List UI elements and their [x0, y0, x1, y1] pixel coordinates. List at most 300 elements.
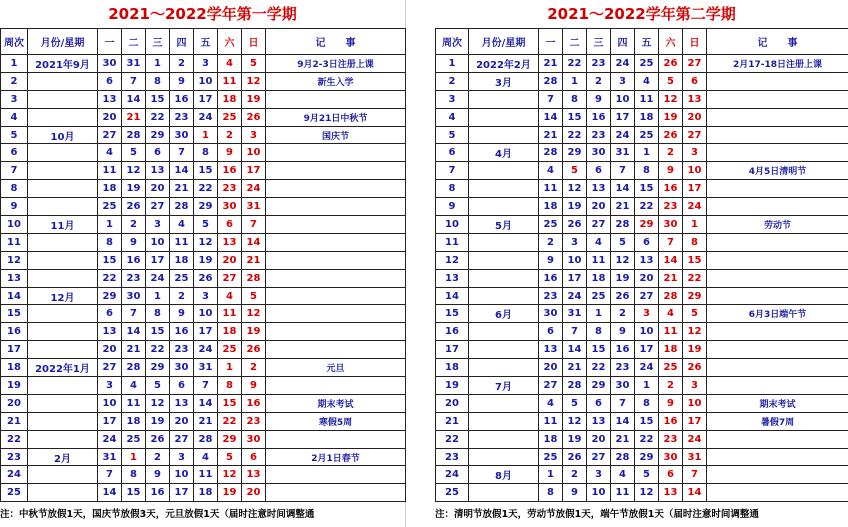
- week-number-cell: 13: [436, 269, 469, 287]
- day-cell: 2: [170, 287, 194, 305]
- day-cell: 22: [98, 269, 122, 287]
- column-header: 日: [683, 29, 707, 55]
- day-cell: 17: [683, 180, 707, 198]
- column-header: 三: [587, 29, 611, 55]
- day-cell: 9: [587, 90, 611, 108]
- day-cell: 6: [539, 323, 563, 341]
- day-cell: 17: [170, 484, 194, 502]
- day-cell: 18: [194, 484, 218, 502]
- day-cell: 17: [146, 251, 170, 269]
- day-cell: 8: [122, 466, 146, 484]
- month-cell: [469, 90, 539, 108]
- event-note-cell: [266, 466, 406, 484]
- day-cell: 24: [146, 269, 170, 287]
- month-cell: 2022年1月: [28, 359, 98, 377]
- day-cell: 1: [194, 126, 218, 144]
- day-cell: 14: [683, 484, 707, 502]
- day-cell: 14: [242, 233, 266, 251]
- day-cell: 27: [587, 216, 611, 234]
- day-cell: 24: [683, 430, 707, 448]
- day-cell: 15: [587, 341, 611, 359]
- day-cell: 18: [218, 323, 242, 341]
- day-cell: 4: [587, 233, 611, 251]
- event-note-cell: [707, 269, 848, 287]
- day-cell: 24: [635, 359, 659, 377]
- day-cell: 18: [587, 269, 611, 287]
- event-note-cell: [707, 430, 848, 448]
- day-cell: 9: [170, 305, 194, 323]
- day-cell: 15: [218, 394, 242, 412]
- day-cell: 17: [194, 90, 218, 108]
- day-cell: 26: [563, 216, 587, 234]
- day-cell: 15: [98, 251, 122, 269]
- week-row: [436, 430, 848, 448]
- day-cell: 22: [146, 108, 170, 126]
- month-cell: 2月: [28, 448, 98, 466]
- week-number-cell: 19: [436, 377, 469, 395]
- day-cell: 25: [98, 198, 122, 216]
- day-cell: 30: [659, 448, 683, 466]
- day-cell: 14: [659, 251, 683, 269]
- day-cell: 4: [98, 144, 122, 162]
- day-cell: 16: [218, 162, 242, 180]
- day-cell: 14: [122, 90, 146, 108]
- week-row: [436, 216, 848, 234]
- day-cell: 13: [98, 323, 122, 341]
- day-cell: 2: [170, 55, 194, 73]
- event-note-cell: [707, 198, 848, 216]
- month-cell: [28, 198, 98, 216]
- day-cell: 22: [563, 55, 587, 73]
- event-note-cell: 期末考试: [266, 394, 406, 412]
- day-cell: 27: [539, 377, 563, 395]
- day-cell: 5: [683, 305, 707, 323]
- event-note-cell: [707, 233, 848, 251]
- day-cell: 4: [170, 216, 194, 234]
- day-cell: 13: [170, 394, 194, 412]
- week-number-cell: 21: [436, 412, 469, 430]
- day-cell: 3: [611, 72, 635, 90]
- event-note-cell: [707, 90, 848, 108]
- week-number-cell: 22: [436, 430, 469, 448]
- week-number-cell: 18: [1, 359, 28, 377]
- day-cell: 13: [683, 90, 707, 108]
- day-cell: 9: [659, 394, 683, 412]
- week-row: [1, 72, 406, 90]
- week-number-cell: 10: [436, 216, 469, 234]
- day-cell: 24: [98, 430, 122, 448]
- day-cell: 16: [659, 180, 683, 198]
- day-cell: 15: [146, 323, 170, 341]
- day-cell: 19: [122, 180, 146, 198]
- column-header: 二: [122, 29, 146, 55]
- day-cell: 21: [539, 55, 563, 73]
- day-cell: 19: [563, 430, 587, 448]
- day-cell: 20: [170, 412, 194, 430]
- day-cell: 12: [242, 305, 266, 323]
- day-cell: 30: [659, 216, 683, 234]
- week-number-cell: 23: [436, 448, 469, 466]
- day-cell: 21: [170, 180, 194, 198]
- day-cell: 22: [194, 180, 218, 198]
- week-row: [436, 198, 848, 216]
- day-cell: 27: [98, 359, 122, 377]
- day-cell: 6: [587, 162, 611, 180]
- day-cell: 6: [587, 394, 611, 412]
- month-cell: [28, 90, 98, 108]
- month-cell: 7月: [469, 377, 539, 395]
- event-note-cell: 新生入学: [266, 72, 406, 90]
- week-number-cell: 8: [436, 180, 469, 198]
- day-cell: 16: [539, 269, 563, 287]
- day-cell: 11: [194, 466, 218, 484]
- day-cell: 4: [611, 466, 635, 484]
- day-cell: 7: [611, 394, 635, 412]
- month-cell: [28, 251, 98, 269]
- day-cell: 15: [563, 108, 587, 126]
- day-cell: 28: [659, 287, 683, 305]
- day-cell: 7: [170, 144, 194, 162]
- day-cell: 3: [194, 55, 218, 73]
- day-cell: 23: [659, 198, 683, 216]
- day-cell: 30: [611, 377, 635, 395]
- month-cell: [469, 198, 539, 216]
- day-cell: 18: [539, 430, 563, 448]
- day-cell: 8: [635, 162, 659, 180]
- month-cell: [28, 484, 98, 502]
- day-cell: 11: [218, 72, 242, 90]
- month-cell: [469, 269, 539, 287]
- week-number-cell: 4: [1, 108, 28, 126]
- day-cell: 18: [218, 90, 242, 108]
- day-cell: 11: [587, 251, 611, 269]
- day-cell: 2: [611, 305, 635, 323]
- month-cell: [469, 359, 539, 377]
- event-note-cell: [707, 72, 848, 90]
- day-cell: 19: [659, 108, 683, 126]
- event-note-cell: [707, 341, 848, 359]
- day-cell: 2: [539, 233, 563, 251]
- month-cell: [28, 72, 98, 90]
- week-row: [1, 359, 406, 377]
- semester-2-table: [435, 28, 848, 502]
- day-cell: 26: [242, 341, 266, 359]
- day-cell: 24: [563, 287, 587, 305]
- day-cell: 8: [146, 72, 170, 90]
- day-cell: 31: [242, 198, 266, 216]
- month-cell: [28, 466, 98, 484]
- day-cell: 7: [539, 90, 563, 108]
- day-cell: 30: [170, 359, 194, 377]
- week-number-cell: 12: [1, 251, 28, 269]
- day-cell: 26: [659, 55, 683, 73]
- week-number-cell: 25: [436, 484, 469, 502]
- week-row: [1, 126, 406, 144]
- day-cell: 8: [194, 144, 218, 162]
- event-note-cell: [266, 484, 406, 502]
- day-cell: 25: [539, 448, 563, 466]
- day-cell: 6: [170, 377, 194, 395]
- week-number-cell: 14: [1, 287, 28, 305]
- day-cell: 27: [170, 430, 194, 448]
- day-cell: 22: [635, 198, 659, 216]
- day-cell: 13: [218, 233, 242, 251]
- month-cell: [28, 108, 98, 126]
- day-cell: 30: [170, 126, 194, 144]
- week-row: [1, 162, 406, 180]
- week-number-cell: 3: [1, 90, 28, 108]
- day-cell: 28: [539, 72, 563, 90]
- week-row: [1, 394, 406, 412]
- event-note-cell: [707, 126, 848, 144]
- month-cell: 10月: [28, 126, 98, 144]
- event-note-cell: [707, 323, 848, 341]
- day-cell: 26: [194, 269, 218, 287]
- month-cell: 12月: [28, 287, 98, 305]
- day-cell: 30: [122, 287, 146, 305]
- day-cell: 12: [683, 323, 707, 341]
- day-cell: 8: [683, 233, 707, 251]
- day-cell: 30: [218, 198, 242, 216]
- day-cell: 20: [146, 180, 170, 198]
- week-number-cell: 14: [436, 287, 469, 305]
- day-cell: 15: [146, 90, 170, 108]
- day-cell: 25: [635, 126, 659, 144]
- week-number-cell: 5: [1, 126, 28, 144]
- day-cell: 1: [218, 359, 242, 377]
- month-cell: [469, 287, 539, 305]
- column-header: 日: [242, 29, 266, 55]
- week-row: [436, 484, 848, 502]
- day-cell: 23: [218, 180, 242, 198]
- day-cell: 20: [98, 108, 122, 126]
- day-cell: 29: [563, 144, 587, 162]
- column-header: 月份/星期: [28, 29, 98, 55]
- header-row: [1, 29, 406, 55]
- day-cell: 25: [218, 341, 242, 359]
- day-cell: 10: [170, 466, 194, 484]
- week-number-cell: 6: [1, 144, 28, 162]
- day-cell: 2: [146, 448, 170, 466]
- week-row: [436, 448, 848, 466]
- event-note-cell: [707, 108, 848, 126]
- week-row: [436, 251, 848, 269]
- month-cell: [469, 484, 539, 502]
- day-cell: 31: [683, 448, 707, 466]
- day-cell: 28: [539, 144, 563, 162]
- day-cell: 20: [98, 341, 122, 359]
- day-cell: 13: [242, 466, 266, 484]
- event-note-cell: 9月21日中秋节: [266, 108, 406, 126]
- day-cell: 20: [539, 359, 563, 377]
- day-cell: 2: [659, 377, 683, 395]
- day-cell: 5: [659, 72, 683, 90]
- event-note-cell: [707, 484, 848, 502]
- week-number-cell: 6: [436, 144, 469, 162]
- week-row: [436, 377, 848, 395]
- day-cell: 1: [587, 305, 611, 323]
- day-cell: 28: [122, 126, 146, 144]
- day-cell: 10: [611, 90, 635, 108]
- day-cell: 9: [218, 144, 242, 162]
- day-cell: 12: [635, 484, 659, 502]
- day-cell: 1: [146, 55, 170, 73]
- semester-1-table: [0, 28, 406, 502]
- week-row: [436, 305, 848, 323]
- day-cell: 5: [146, 377, 170, 395]
- day-cell: 4: [539, 162, 563, 180]
- week-row: [436, 323, 848, 341]
- day-cell: 25: [539, 216, 563, 234]
- day-cell: 19: [242, 90, 266, 108]
- day-cell: 28: [122, 359, 146, 377]
- month-cell: [469, 341, 539, 359]
- day-cell: 7: [683, 466, 707, 484]
- day-cell: 22: [587, 359, 611, 377]
- day-cell: 10: [98, 394, 122, 412]
- column-header: 三: [146, 29, 170, 55]
- day-cell: 7: [242, 216, 266, 234]
- column-header: 记 事: [707, 29, 848, 55]
- event-note-cell: [266, 341, 406, 359]
- day-cell: 19: [194, 251, 218, 269]
- day-cell: 14: [539, 108, 563, 126]
- day-cell: 3: [683, 144, 707, 162]
- week-row: [436, 126, 848, 144]
- day-cell: 23: [659, 430, 683, 448]
- week-row: [436, 359, 848, 377]
- day-cell: 3: [683, 377, 707, 395]
- day-cell: 27: [218, 269, 242, 287]
- event-note-cell: [266, 305, 406, 323]
- event-note-cell: [266, 269, 406, 287]
- day-cell: 3: [563, 233, 587, 251]
- day-cell: 20: [242, 484, 266, 502]
- day-cell: 18: [122, 412, 146, 430]
- day-cell: 29: [98, 287, 122, 305]
- month-cell: [28, 162, 98, 180]
- event-note-cell: 暑假7周: [707, 412, 848, 430]
- day-cell: 25: [170, 269, 194, 287]
- week-number-cell: 24: [436, 466, 469, 484]
- day-cell: 28: [194, 430, 218, 448]
- event-note-cell: [266, 198, 406, 216]
- column-header: 四: [170, 29, 194, 55]
- week-number-cell: 1: [1, 55, 28, 73]
- month-cell: 2022年2月: [469, 55, 539, 73]
- day-cell: 25: [218, 108, 242, 126]
- day-cell: 16: [122, 251, 146, 269]
- week-number-cell: 1: [436, 55, 469, 73]
- day-cell: 11: [635, 90, 659, 108]
- day-cell: 20: [218, 251, 242, 269]
- day-cell: 21: [122, 108, 146, 126]
- month-cell: 4月: [469, 144, 539, 162]
- day-cell: 5: [218, 448, 242, 466]
- month-cell: 11月: [28, 216, 98, 234]
- week-row: [1, 144, 406, 162]
- day-cell: 10: [587, 484, 611, 502]
- day-cell: 22: [635, 430, 659, 448]
- day-cell: 12: [146, 394, 170, 412]
- month-cell: [28, 305, 98, 323]
- day-cell: 17: [563, 269, 587, 287]
- day-cell: 9: [659, 162, 683, 180]
- week-row: [1, 198, 406, 216]
- week-row: [436, 287, 848, 305]
- day-cell: 11: [170, 233, 194, 251]
- column-header: 五: [635, 29, 659, 55]
- day-cell: 14: [122, 323, 146, 341]
- day-cell: 16: [611, 341, 635, 359]
- day-cell: 21: [611, 198, 635, 216]
- day-cell: 29: [635, 448, 659, 466]
- day-cell: 19: [242, 323, 266, 341]
- day-cell: 3: [242, 126, 266, 144]
- day-cell: 11: [98, 162, 122, 180]
- day-cell: 29: [146, 359, 170, 377]
- week-number-cell: 22: [1, 430, 28, 448]
- event-note-cell: 国庆节: [266, 126, 406, 144]
- week-row: [1, 341, 406, 359]
- week-row: [436, 394, 848, 412]
- day-cell: 30: [242, 430, 266, 448]
- event-note-cell: 元旦: [266, 359, 406, 377]
- day-cell: 4: [659, 305, 683, 323]
- day-cell: 4: [194, 448, 218, 466]
- day-cell: 16: [659, 412, 683, 430]
- event-note-cell: [707, 144, 848, 162]
- week-number-cell: 20: [1, 394, 28, 412]
- day-cell: 8: [146, 305, 170, 323]
- month-cell: [469, 108, 539, 126]
- day-cell: 10: [563, 251, 587, 269]
- month-cell: [469, 162, 539, 180]
- day-cell: 19: [218, 484, 242, 502]
- day-cell: 25: [587, 287, 611, 305]
- week-row: [1, 180, 406, 198]
- day-cell: 16: [146, 484, 170, 502]
- day-cell: 7: [98, 466, 122, 484]
- day-cell: 12: [242, 72, 266, 90]
- day-cell: 21: [611, 430, 635, 448]
- day-cell: 16: [242, 394, 266, 412]
- week-number-cell: 2: [436, 72, 469, 90]
- day-cell: 21: [122, 341, 146, 359]
- day-cell: 3: [146, 216, 170, 234]
- day-cell: 12: [218, 466, 242, 484]
- week-number-cell: 23: [1, 448, 28, 466]
- event-note-cell: 4月5日清明节: [707, 162, 848, 180]
- day-cell: 3: [98, 377, 122, 395]
- event-note-cell: 2月17-18日注册上课: [707, 55, 848, 73]
- day-cell: 16: [587, 108, 611, 126]
- day-cell: 24: [611, 55, 635, 73]
- week-row: [1, 108, 406, 126]
- event-note-cell: [266, 430, 406, 448]
- day-cell: 9: [242, 377, 266, 395]
- day-cell: 15: [635, 180, 659, 198]
- week-number-cell: 16: [1, 323, 28, 341]
- column-header: 一: [539, 29, 563, 55]
- day-cell: 31: [98, 448, 122, 466]
- day-cell: 14: [170, 162, 194, 180]
- day-cell: 9: [146, 466, 170, 484]
- day-cell: 9: [122, 233, 146, 251]
- week-number-cell: 16: [436, 323, 469, 341]
- day-cell: 12: [659, 90, 683, 108]
- day-cell: 16: [170, 90, 194, 108]
